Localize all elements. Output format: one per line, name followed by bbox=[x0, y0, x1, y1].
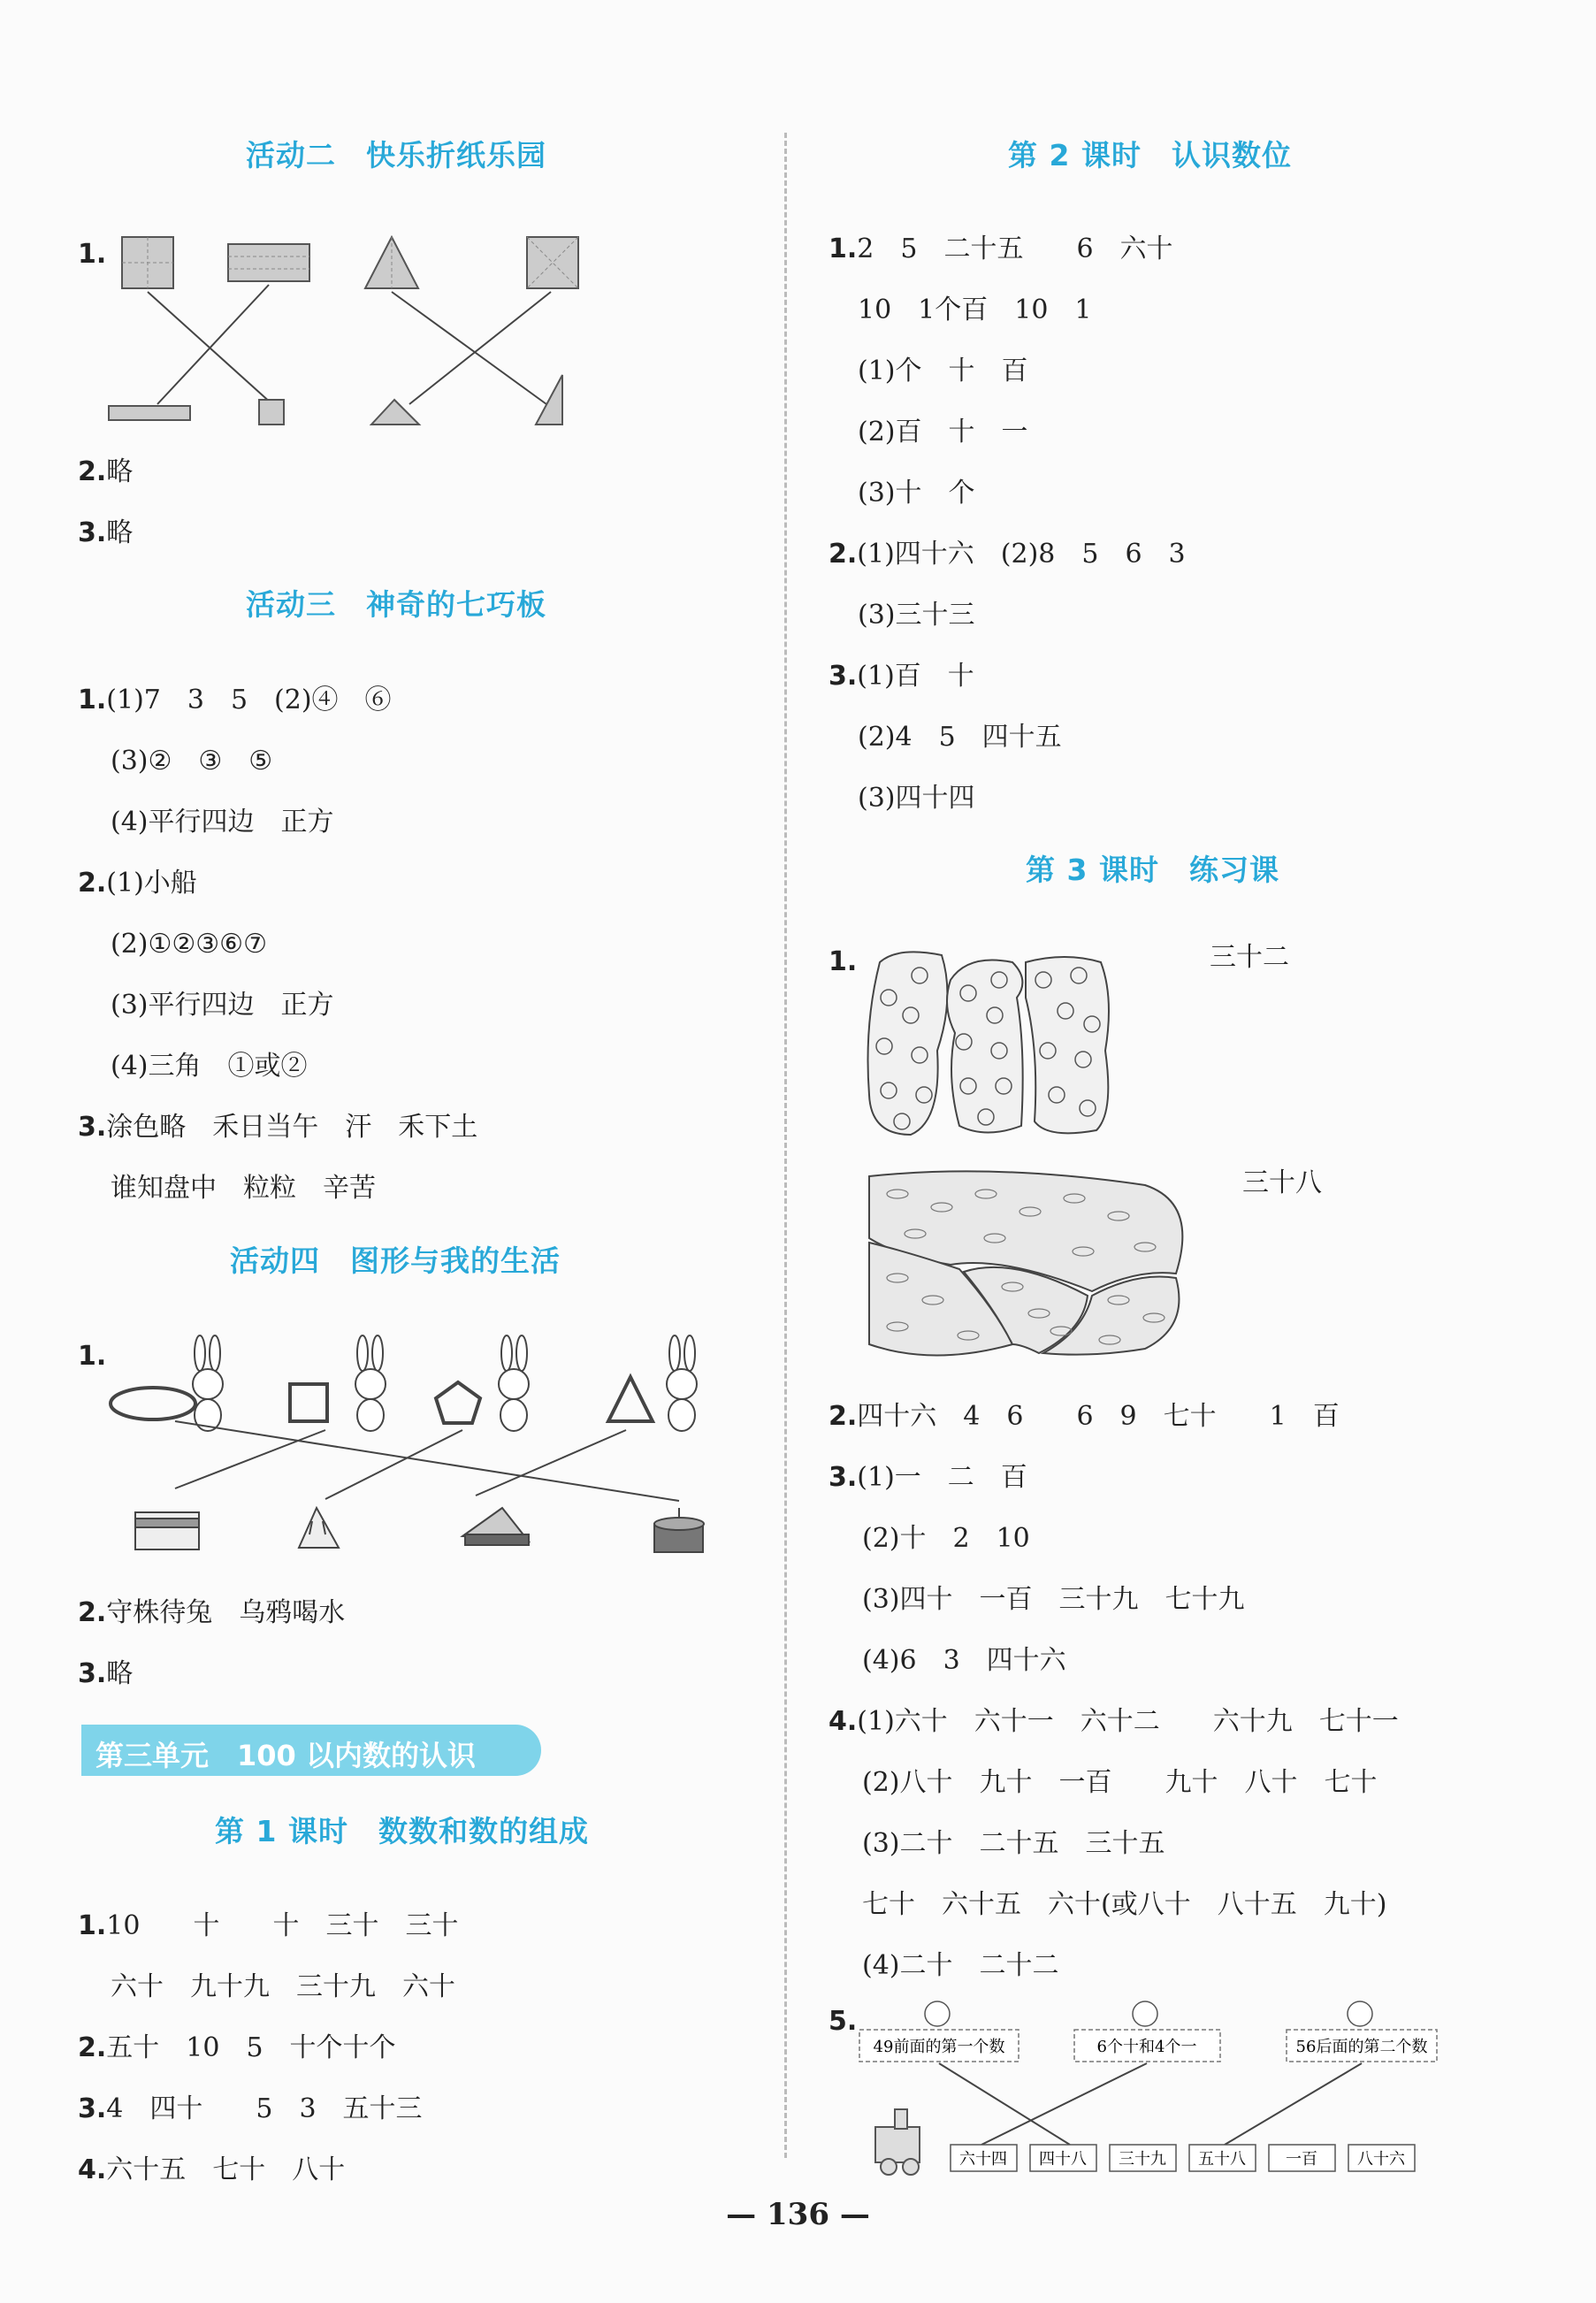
train-engine-icon bbox=[875, 2109, 920, 2175]
question-item: (4)平行四边 正方 bbox=[111, 807, 334, 838]
question-item: (2)十 2 10 bbox=[862, 1523, 1030, 1554]
triangle-folded-icon bbox=[365, 237, 418, 288]
question-item: (3)二十 二十五 三十五 bbox=[862, 1828, 1165, 1859]
answer-thirty-two: 三十二 bbox=[1210, 942, 1289, 973]
question-item: 1.10 十 十 三十 三十 bbox=[78, 1910, 459, 1941]
question-item: 3.略 bbox=[78, 517, 134, 548]
train-car-label: 六十四 bbox=[959, 2150, 1007, 2169]
question-item: 3.4 四十 5 3 五十三 bbox=[78, 2093, 423, 2124]
question-item: 1.2 5 二十五 6 六十 bbox=[829, 233, 1173, 264]
rabbit-icon bbox=[193, 1335, 697, 1431]
triangle-shape-icon bbox=[608, 1377, 653, 1421]
cake-icon bbox=[135, 1508, 704, 1552]
train-matching-figure bbox=[858, 1994, 1441, 2184]
question-item: 10 1个百 10 1 bbox=[858, 295, 1092, 325]
pentagon-shape-icon bbox=[436, 1382, 480, 1423]
question-item: (3)十 个 bbox=[858, 478, 975, 509]
heading-activity-4: 活动四 图形与我的生活 bbox=[230, 1243, 561, 1278]
question-item: 3.(1)百 十 bbox=[829, 661, 974, 692]
question-item: (2)八十 九十 一百 九十 八十 七十 bbox=[862, 1767, 1378, 1798]
question-item: (1)个 十 百 bbox=[858, 356, 1028, 386]
question-item: (3)三十三 bbox=[858, 600, 975, 631]
clue-text: 6个十和4个一 bbox=[1096, 2038, 1197, 2056]
question-item: 六十 九十九 三十九 六十 bbox=[111, 1971, 455, 2002]
question-item: (3)四十 一百 三十九 七十九 bbox=[862, 1584, 1245, 1615]
question-item: 2.五十 10 5 十个十个 bbox=[78, 2032, 396, 2063]
question-item: 2.略 bbox=[78, 456, 134, 487]
question-item: (3)四十四 bbox=[858, 783, 975, 814]
answer-thirty-eight: 三十八 bbox=[1242, 1167, 1322, 1198]
question-item: 七十 六十五 六十(或八十 八十五 九十) bbox=[862, 1889, 1387, 1920]
train-car-label: 五十八 bbox=[1198, 2150, 1246, 2169]
question-item: 1. bbox=[78, 1341, 107, 1372]
question-item: (2)4 5 四十五 bbox=[858, 722, 1062, 753]
train-car-label: 三十九 bbox=[1119, 2150, 1166, 2169]
question-item: (2)①②③⑥⑦ bbox=[111, 929, 267, 960]
small-triangle-icon bbox=[371, 400, 419, 425]
clue-text: 56后面的第二个数 bbox=[1295, 2038, 1428, 2056]
train-car-label: 四十八 bbox=[1039, 2150, 1087, 2169]
small-square-icon bbox=[259, 400, 284, 425]
heading-lesson-1: 第 1 课时 数数和数的组成 bbox=[215, 1814, 589, 1848]
question-item: 3.略 bbox=[78, 1658, 134, 1689]
train-car-label: 一百 bbox=[1286, 2150, 1317, 2169]
question-item: (4)三角 ①或② bbox=[111, 1051, 308, 1082]
question-item: (3)② ③ ⑤ bbox=[111, 746, 273, 777]
animal-icon bbox=[925, 2001, 1372, 2026]
fish-groups-figure bbox=[862, 1167, 1207, 1366]
ellipse-shape-icon bbox=[111, 1388, 195, 1419]
train-car-label: 八十六 bbox=[1357, 2150, 1405, 2169]
heading-activity-2: 活动二 快乐折纸乐园 bbox=[246, 138, 546, 172]
question-item: 5. bbox=[829, 2006, 858, 2037]
question-item: 4.(1)六十 六十一 六十二 六十九 七十一 bbox=[829, 1706, 1399, 1737]
question-item: 1. bbox=[78, 239, 107, 270]
heading-activity-3: 活动三 神奇的七巧板 bbox=[246, 587, 546, 622]
question-item: 2.守株待兔 乌鸦喝水 bbox=[78, 1597, 346, 1628]
square-folded-cross-icon bbox=[122, 237, 173, 288]
paper-folding-figure bbox=[104, 232, 582, 431]
question-item: 4.六十五 七十 八十 bbox=[78, 2154, 346, 2185]
question-item: 1.(1)7 3 5 (2)④ ⑥ bbox=[78, 685, 392, 715]
clue-text: 49前面的第一个数 bbox=[873, 2038, 1005, 2056]
column-divider bbox=[784, 133, 787, 2158]
question-item: (3)平行四边 正方 bbox=[111, 990, 334, 1021]
flower-groups-figure bbox=[862, 945, 1180, 1144]
question-item: (4)二十 二十二 bbox=[862, 1950, 1059, 1981]
question-item: 2.四十六 4 6 6 9 七十 1 百 bbox=[829, 1401, 1340, 1432]
question-item: 3.(1)一 二 百 bbox=[829, 1462, 1027, 1493]
page-number: — 136 — bbox=[726, 2197, 870, 2232]
question-item: 2.(1)四十六 (2)8 5 6 3 bbox=[829, 539, 1186, 570]
train-car bbox=[951, 2145, 1415, 2171]
heading-lesson-2: 第 2 课时 认识数位 bbox=[1008, 138, 1292, 172]
thin-rectangle-icon bbox=[109, 406, 190, 420]
rectangle-folded-icon bbox=[228, 244, 309, 281]
heading-lesson-3: 第 3 课时 练习课 bbox=[1026, 853, 1279, 887]
question-item: 1. bbox=[829, 946, 858, 977]
question-item: (2)百 十 一 bbox=[858, 417, 1028, 448]
question-item: 3.涂色略 禾日当午 汗 禾下土 bbox=[78, 1112, 478, 1143]
shapes-matching-figure bbox=[104, 1331, 723, 1570]
square-folded-diagonal-icon bbox=[527, 237, 578, 288]
unit-banner: 第三单元 100 以内数的认识 bbox=[81, 1725, 541, 1776]
question-item: 谁知盘中 粒粒 辛苦 bbox=[111, 1173, 376, 1204]
square-shape-icon bbox=[290, 1384, 327, 1421]
question-item: 2.(1)小船 bbox=[78, 868, 197, 899]
question-item: (4)6 3 四十六 bbox=[862, 1645, 1066, 1676]
